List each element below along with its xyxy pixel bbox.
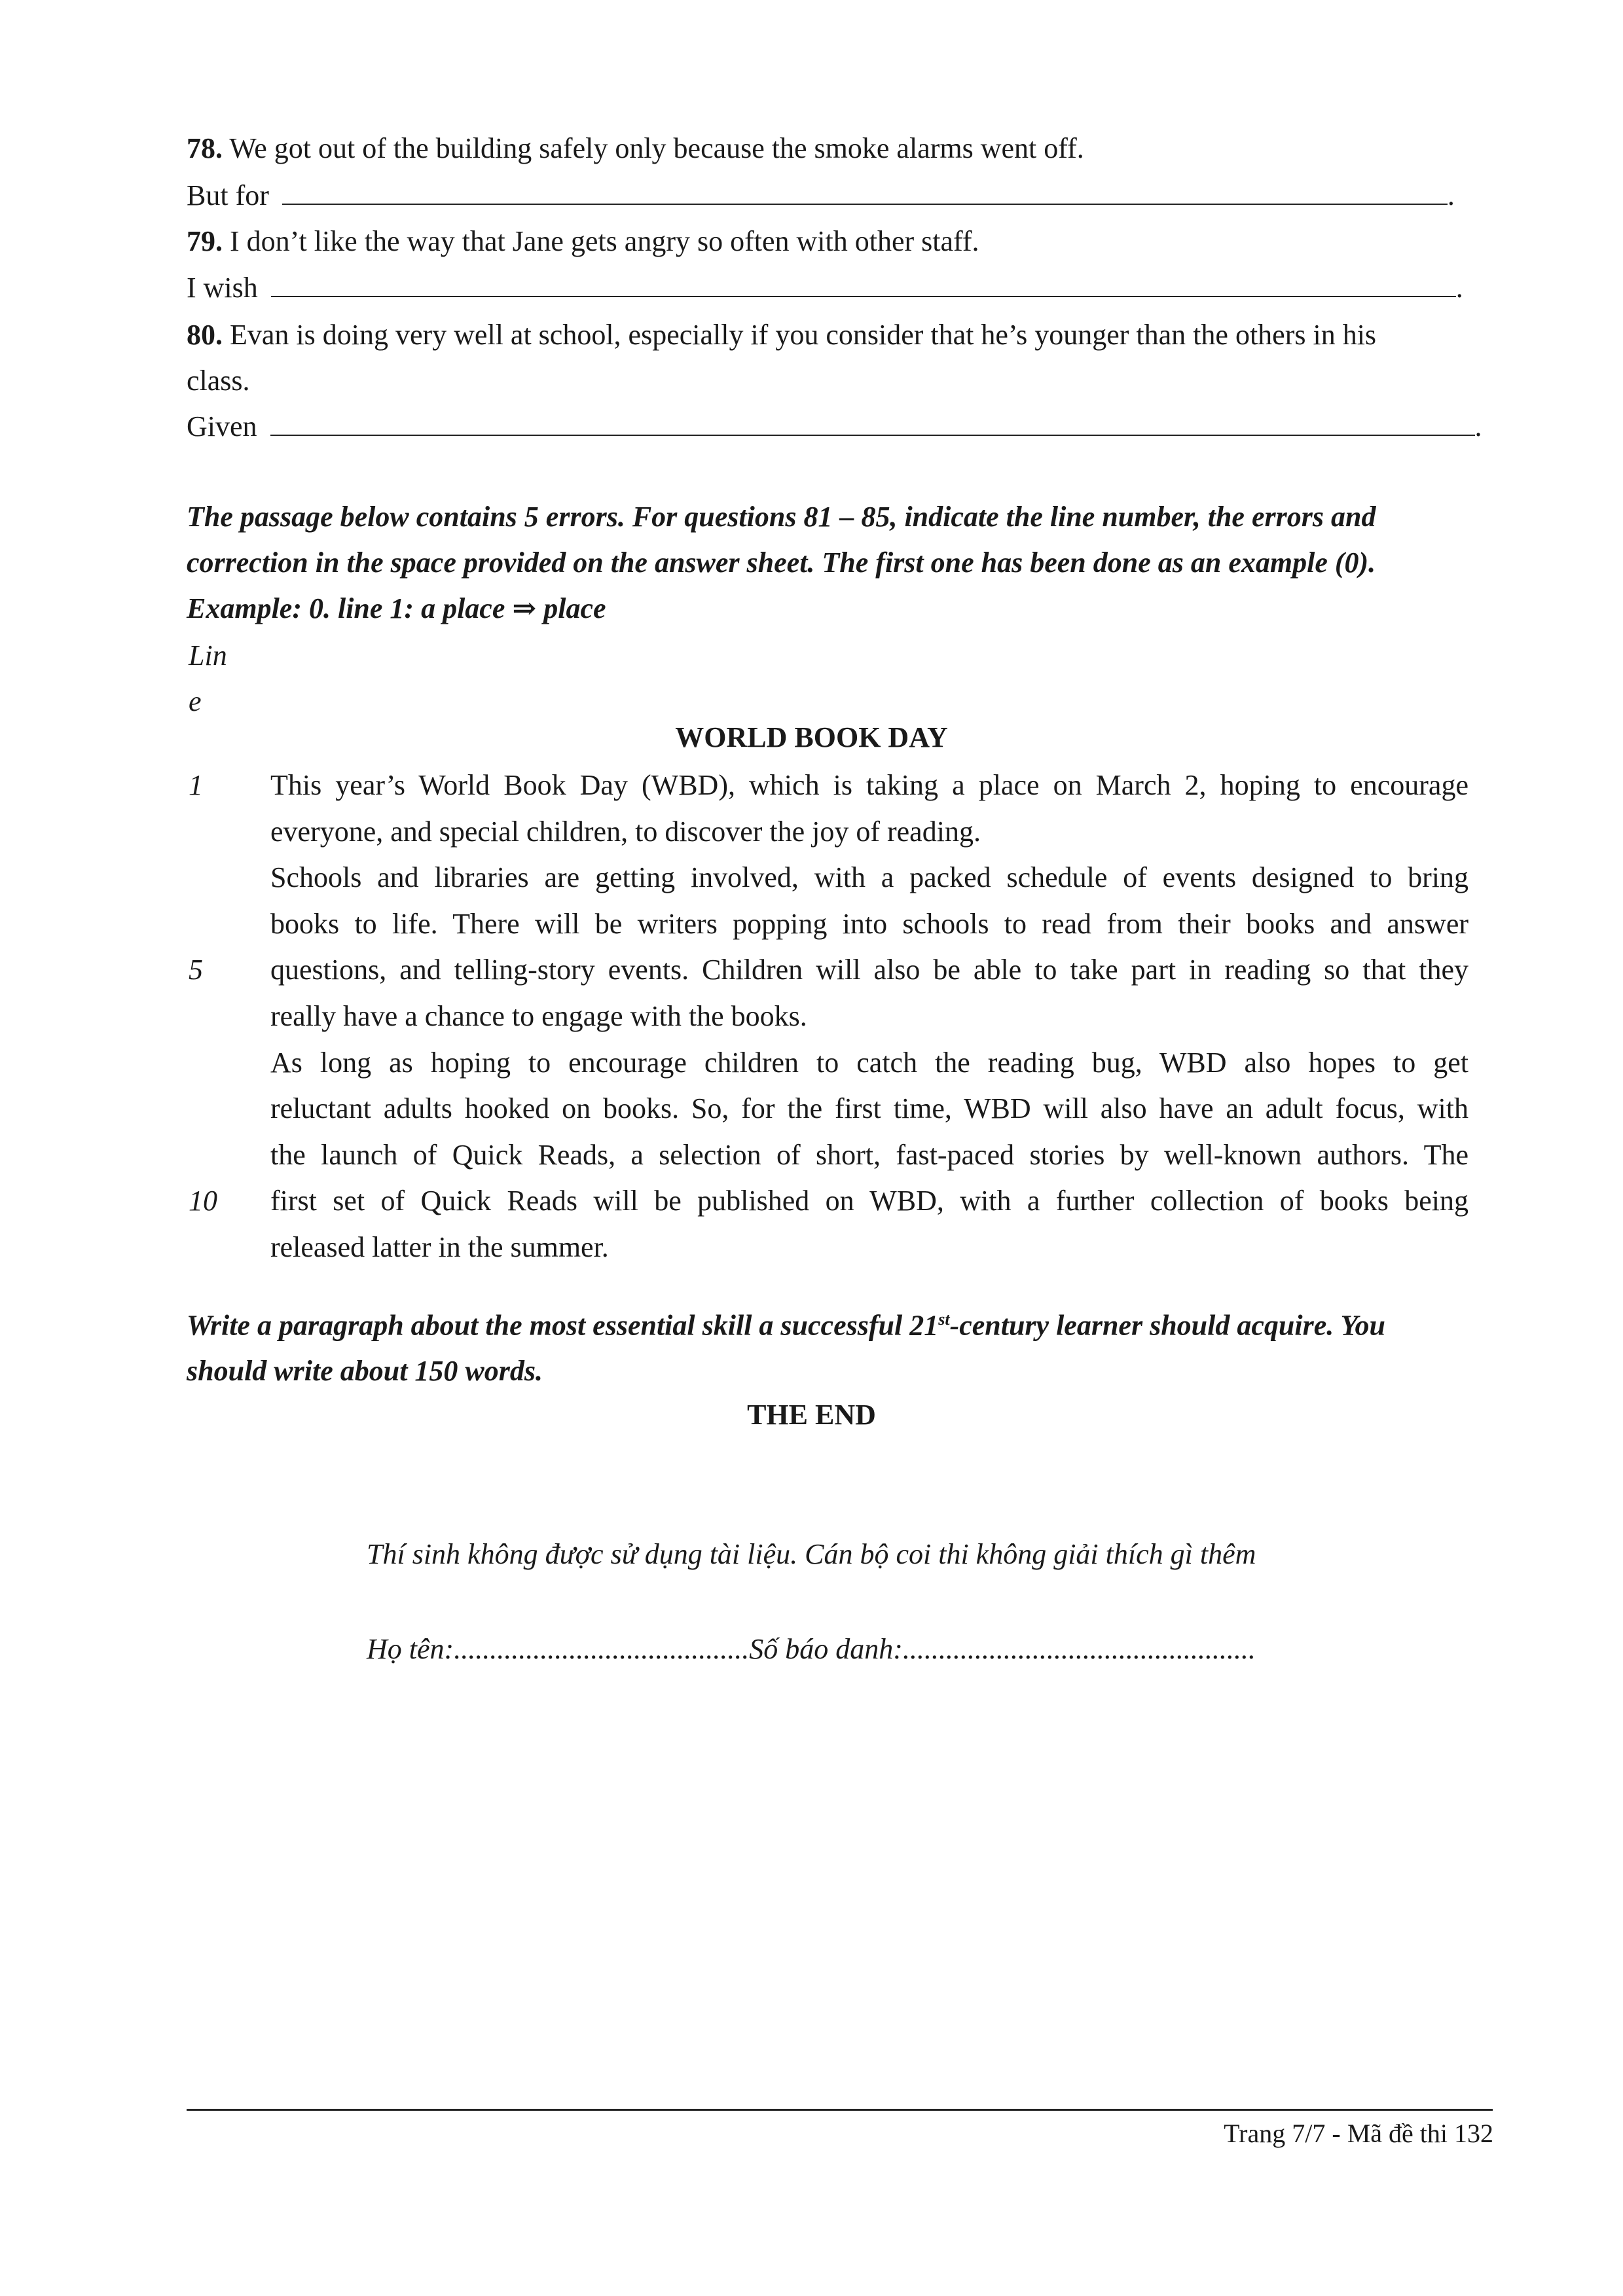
id-field[interactable]: .................................................	[902, 1633, 1256, 1665]
passage-line: This year’s World Book Day (WBD), which is taking a place on March 2, hoping to encourage	[270, 771, 1468, 801]
passage-line: As long as hoping to encourage children to catch the reading bug, WBD also hopes to get	[270, 1049, 1468, 1079]
example-line: Example: 0. line 1: a place ⇒ place	[187, 592, 606, 624]
question-80: 80. Evan is doing very well at school, especially if you consider that he’s younger than the others in his	[187, 319, 1377, 351]
page-footer: Trang 7/7 - Mã đề thi 132	[1224, 2119, 1493, 2148]
passage-title: WORLD BOOK DAY	[675, 721, 948, 753]
answer-blank[interactable]	[282, 184, 1448, 205]
line-header-cont: e	[189, 685, 202, 717]
line-header: Lin	[189, 639, 227, 672]
passage-line: Schools and libraries are getting involved, with a packed schedule of events designed to bring	[270, 863, 1468, 893]
candidate-info: Họ tên:.........................................Số báo danh:.................................................	[367, 1633, 1256, 1665]
passage-line: first set of Quick Reads will be published on WBD, with a further collection of books being	[270, 1187, 1468, 1217]
question-78: 78. We got out of the building safely only because the smoke alarms went off.	[187, 132, 1084, 164]
instructions-line-1: The passage below contains 5 errors. For questions 81 – 85, indicate the line number, the errors and	[187, 501, 1376, 533]
exam-note: Thí sinh không được sử dụng tài liệu. Cán bộ coi thi không giải thích gì thêm	[367, 1538, 1256, 1570]
passage-line: questions, and telling-story events. Children will also be able to take part in reading so that they	[270, 956, 1468, 986]
footer-rule	[187, 2109, 1493, 2111]
question-number: 78.	[187, 132, 223, 164]
passage-line: reluctant adults hooked on books. So, for the first time, WBD will also have an adult focus, with	[270, 1094, 1468, 1124]
passage-line: books to life. There will be writers popping into schools to read from their books and answer	[270, 910, 1468, 940]
instructions-line-2: correction in the space provided on the answer sheet. The first one has been done as an example (0).	[187, 547, 1376, 579]
name-field[interactable]: .........................................	[454, 1633, 750, 1665]
answer-blank[interactable]	[270, 415, 1475, 436]
passage-line: the launch of Quick Reads, a selection of short, fast-paced stories by well-known authors. The	[270, 1141, 1468, 1171]
writing-task-line-2: should write about 150 words.	[187, 1355, 543, 1387]
the-end: THE END	[747, 1399, 876, 1431]
line-number: 5	[189, 954, 203, 986]
answer-line-79: I wish .	[187, 272, 1463, 304]
writing-task-line-1: Write a paragraph about the most essential skill a successful 21st-century learner should acquire. You	[187, 1309, 1385, 1342]
line-number: 10	[189, 1185, 217, 1217]
question-79: 79. I don’t like the way that Jane gets angry so often with other staff.	[187, 225, 979, 257]
passage-line: really have a chance to engage with the books.	[270, 1000, 807, 1032]
answer-line-78: But for .	[187, 179, 1455, 211]
line-number: 1	[189, 769, 203, 801]
question-number: 80.	[187, 319, 223, 351]
question-80-cont: class.	[187, 365, 250, 397]
answer-line-80: Given .	[187, 410, 1482, 442]
answer-blank[interactable]	[271, 276, 1456, 297]
question-number: 79.	[187, 225, 223, 257]
passage-line: everyone, and special children, to discover the joy of reading.	[270, 816, 981, 848]
passage-line: released latter in the summer.	[270, 1231, 609, 1263]
